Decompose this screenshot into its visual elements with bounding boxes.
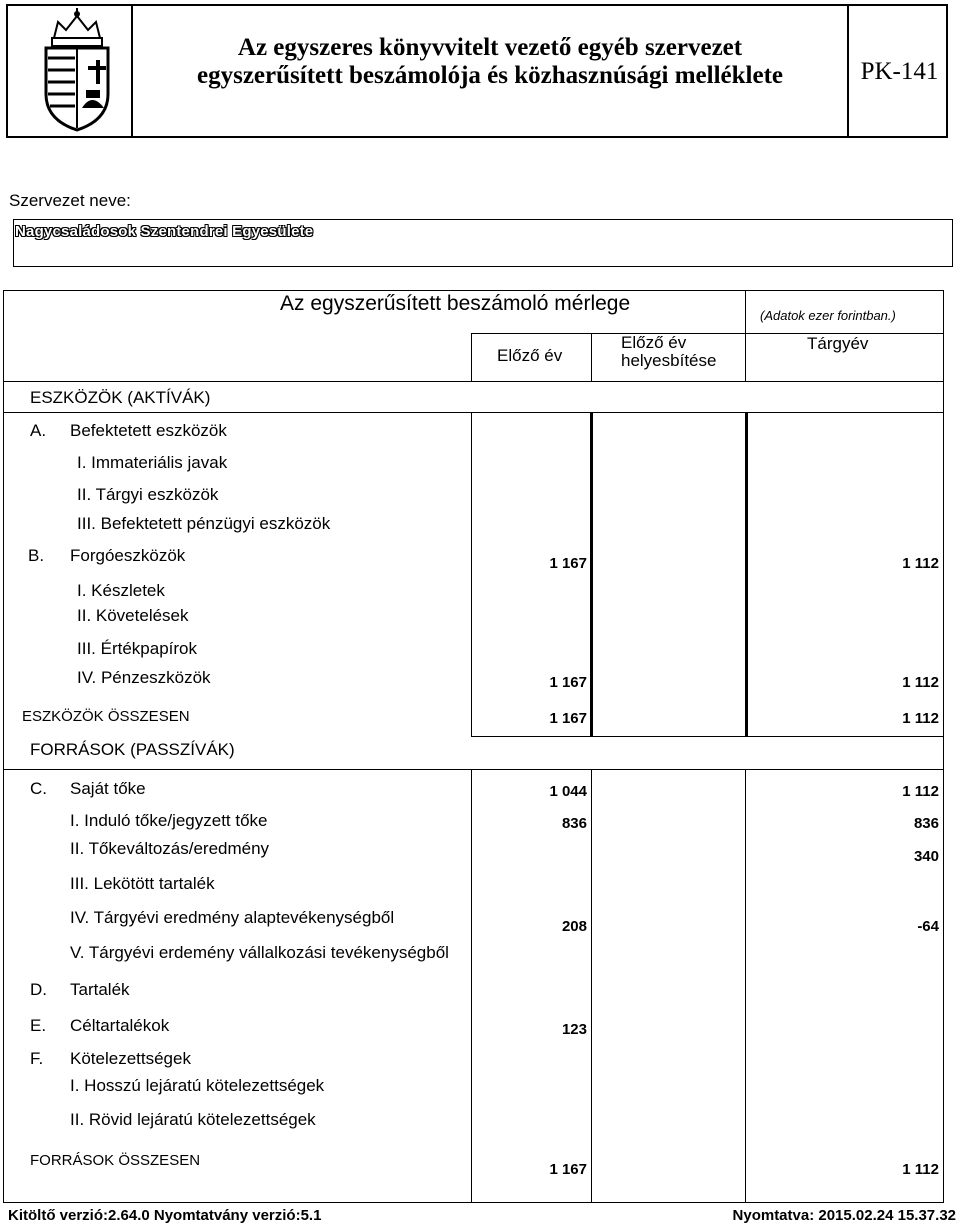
header-divider	[847, 4, 849, 138]
balance-sheet-title: Az egyszerűsített beszámoló mérlege	[280, 292, 631, 315]
footer-print-date: Nyomtatva: 2015.02.24 15.37.32	[732, 1207, 956, 1224]
cash-prev: 1 167	[549, 674, 587, 691]
header-divider	[131, 4, 133, 138]
column-divider	[471, 769, 472, 1203]
section-rule	[471, 736, 944, 737]
row-capital-change: II. Tőkeváltozás/eredmény	[70, 839, 270, 858]
row-provisions: Céltartalékok	[70, 1016, 170, 1035]
column-header-prev-year: Előző év	[497, 346, 563, 365]
row-code: B.	[28, 546, 45, 565]
form-title-line1: Az egyszeres könyvvitelt vezető egyéb szervezet	[237, 34, 743, 61]
row-financial-investments: III. Befektetett pénzügyi eszközök	[77, 514, 331, 533]
current-assets-current: 1 112	[902, 555, 939, 572]
row-core-activity-result: IV. Tárgyévi eredmény alaptevékenységből	[70, 908, 395, 927]
column-divider	[745, 412, 748, 737]
header-rule	[3, 381, 944, 382]
column-header-prev-adjustment	[621, 334, 716, 370]
liabilities-total-prev: 1 167	[549, 1161, 587, 1178]
footer-version: Kitöltő verzió:2.64.0 Nyomtatvány verzió:5.1	[8, 1207, 322, 1224]
subscribed-capital-prev: 836	[561, 815, 587, 832]
row-code: D.	[30, 980, 47, 999]
row-fixed-assets: Befektetett eszközök	[70, 421, 227, 440]
row-reserve: Tartalék	[70, 980, 130, 999]
column-divider	[590, 412, 593, 737]
row-current-assets: Forgóeszközök	[70, 546, 186, 565]
form-title-line2: egyszerűsített beszámolója és közhasznúsági melléklete	[197, 62, 783, 89]
assets-total-current: 1 112	[902, 710, 939, 727]
capital-change-current: 340	[913, 848, 939, 865]
row-business-activity-result: V. Tárgyévi erdemény vállalkozási tevékenységből	[70, 943, 449, 962]
column-divider	[745, 769, 746, 1203]
row-securities: III. Értékpapírok	[77, 639, 197, 658]
column-header-prev-adjustment-line2: helyesbítése	[621, 351, 717, 370]
liabilities-total-label: FORRÁSOK ÖSSZESEN	[30, 1152, 201, 1169]
unit-note: (Adatok ezer forintban.)	[760, 308, 896, 323]
provisions-prev: 123	[561, 1021, 587, 1038]
column-divider	[471, 412, 472, 737]
form-title	[135, 34, 845, 90]
assets-total-prev: 1 167	[549, 710, 587, 727]
row-equity: Saját tőke	[70, 779, 146, 798]
form-code: PK-141	[860, 58, 939, 85]
liabilities-total-current: 1 112	[902, 1161, 939, 1178]
row-liabilities: Kötelezettségek	[70, 1049, 191, 1068]
column-divider	[591, 333, 592, 381]
row-code: C.	[30, 779, 47, 798]
row-tangible-assets: II. Tárgyi eszközök	[77, 485, 219, 504]
row-receivables: II. Követelések	[77, 606, 189, 625]
row-cash: IV. Pénzeszközök	[77, 668, 211, 687]
row-code: F.	[30, 1049, 44, 1068]
subscribed-capital-current: 836	[913, 815, 939, 832]
row-tied-reserve: III. Lekötött tartalék	[70, 874, 215, 893]
row-short-term-liabilities: II. Rövid lejáratú kötelezettségek	[70, 1110, 316, 1129]
assets-total-label: ESZKÖZÖK ÖSSZESEN	[22, 708, 190, 725]
equity-prev: 1 044	[549, 783, 587, 800]
assets-header: ESZKÖZÖK (AKTÍVÁK)	[30, 388, 211, 407]
core-activity-result-prev: 208	[561, 918, 587, 935]
column-header-current-year: Tárgyév	[807, 334, 869, 353]
row-long-term-liabilities: I. Hosszú lejáratú kötelezettségek	[70, 1076, 325, 1095]
row-code: A.	[30, 421, 47, 440]
row-intangible-assets: I. Immateriális javak	[77, 453, 228, 472]
core-activity-result-current: -64	[917, 918, 939, 935]
column-header-prev-adjustment-line1: Előző év	[621, 333, 687, 352]
section-rule	[3, 412, 944, 413]
coat-of-arms-icon	[36, 8, 118, 134]
column-divider	[745, 290, 746, 381]
section-rule	[3, 769, 944, 770]
row-subscribed-capital: I. Induló tőke/jegyzett tőke	[70, 811, 268, 830]
organization-label: Szervezet neve:	[9, 191, 131, 210]
cash-current: 1 112	[902, 674, 939, 691]
equity-current: 1 112	[902, 783, 939, 800]
row-code: E.	[30, 1016, 47, 1035]
organization-name: Nagycsaládosok Szentendrei Egyesülete	[15, 223, 314, 240]
current-assets-prev: 1 167	[549, 555, 587, 572]
liabilities-header: FORRÁSOK (PASSZÍVÁK)	[30, 740, 235, 759]
column-divider	[471, 333, 472, 381]
column-divider	[591, 769, 592, 1203]
row-inventories: I. Készletek	[77, 581, 165, 600]
